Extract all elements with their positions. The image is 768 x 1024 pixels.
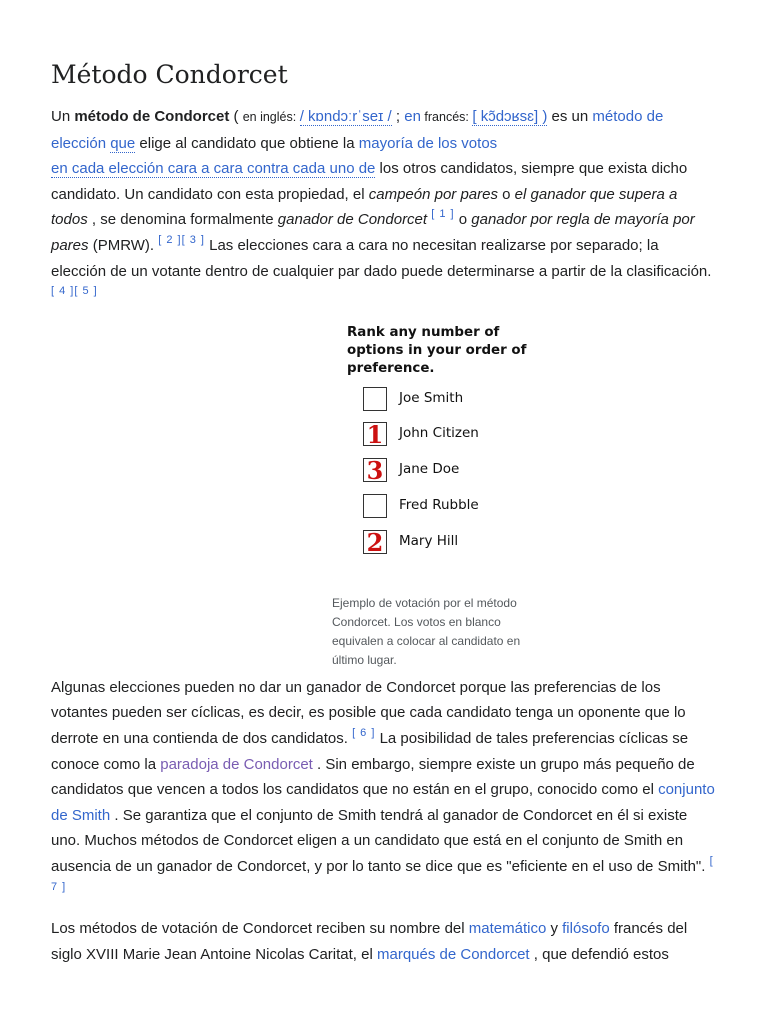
text: . Sin embargo, siempre existe un grupo más pequeño de candidatos que vencen a todos los candidatos que no están en el grupo, conocido como el [51,755,695,799]
ballot-title: Rank any number of options in your order of preference. [347,324,527,376]
text: , se denomina formalmente [87,211,278,229]
paragraph-3 [51,916,717,967]
ballot-rows [347,387,527,565]
ballot-row [347,422,527,458]
text: o [497,185,515,203]
figure-caption: Ejemplo de votación por el método Condorcet. Los votos en blanco equivalen a colocar al candidato en último lugar. [332,595,521,667]
ballot-row [347,527,527,566]
candidate-name: Jane Doe [399,461,460,478]
ballot-row [347,494,527,530]
text: Los métodos de votación de Condorcet reciben su nombre del [51,920,469,938]
ballot-row [347,458,527,494]
condorcet-paradox-link[interactable]: paradoja de Condorcet [160,755,313,773]
bold-term: método de Condorcet [74,108,230,125]
ipa-english-link[interactable]: / kɒndɔːrˈseɪ / [299,108,392,125]
text: , que defendió estos [529,945,669,963]
philosopher-link[interactable]: filósofo [562,920,610,938]
text: . Se garantiza que el conjunto de Smith tendrá al ganador de Condorcet en él si existe uno. Muchos métodos de Condorcet eligen a un candidato que está en el conjunto de Smith en ausencia de un ganador de Condorcet, y por lo tanto se dice que es "eficiente en el uso de Smith". [51,806,710,875]
ipa-french-link[interactable]: [ kɔ̃dɔʁsɛ] ) [472,108,548,125]
intro-paragraph [51,104,717,310]
lang-label-fr: francés: [420,110,473,124]
text: ( [229,108,243,125]
text: los otros candidatos, siempre que exista dicho candidato. Un candidato con esta propiedad, el [51,160,688,203]
rank-box [363,494,387,518]
head-to-head-link[interactable]: en cada elección cara a cara contra cada uno de [51,160,376,178]
text: elige al candidato que obtiene la [135,134,359,152]
smith-set-link[interactable]: conjunto de Smith [51,781,715,824]
italic-term: ganador por regla de mayoría por pares [51,211,695,254]
italic-term: campeón por pares [368,185,498,203]
rank-box: 1 [363,422,387,446]
majority-link[interactable]: mayoría de los votos [358,134,498,152]
ballot-row [347,387,527,423]
candidate-name: Joe Smith [399,389,464,406]
reference-4-5[interactable]: [ 4 ][ 5 ] [51,285,98,298]
candidate-name: John Citizen [399,425,479,442]
text: La posibilidad de tales preferencias cíclicas se conoce como la [51,729,689,773]
reference-2-3[interactable]: [ 2 ][ 3 ] [158,233,205,246]
english-link[interactable]: en [404,108,421,125]
ballot-image[interactable] [347,324,527,565]
italic-term: ganador de Condorcet [277,211,428,229]
candidate-name: Fred Rubble [399,496,479,513]
paragraph-2 [51,675,717,905]
election-method-link[interactable]: método de elección [51,108,664,152]
ballot-figure [51,310,717,666]
text: Un [51,108,75,125]
rank-box: 3 [363,458,387,482]
que-link[interactable]: que [110,134,136,152]
page-title: Método Condorcet [51,60,288,89]
text: (PMRW). [88,236,159,254]
marquis-condorcet-link[interactable]: marqués de Condorcet [377,945,530,963]
candidate-name: Mary Hill [399,532,459,549]
reference-6[interactable]: [ 6 ] [352,726,376,739]
rank-box: 2 [363,530,387,554]
text: ; [391,108,405,125]
mathematician-link[interactable]: matemático [468,920,547,938]
rank-box [363,387,387,411]
text: francés del siglo XVIII Marie Jean Antoine Nicolas Caritat, el [51,920,688,963]
reference-1[interactable]: [ 1 ] [431,208,455,221]
text: Algunas elecciones pueden no dar un ganador de Condorcet porque las preferencias de los votantes pueden ser cíclicas, es decir, es posible que cada candidato tenga un oponente que lo derrote en una contienda de dos candidatos. [51,678,686,747]
text: Las elecciones cara a cara no necesitan realizarse por separado; la elección de un votante dentro de cualquier par dado puede determinarse a partir de la clasificación. [51,236,712,280]
text: y [546,920,563,938]
lang-label-en: en inglés: [242,110,300,124]
text: o [454,211,472,229]
text: es un [547,108,593,125]
reference-7[interactable]: [ 7 ] [51,854,714,893]
italic-term: el ganador que supera a todos [51,185,678,229]
